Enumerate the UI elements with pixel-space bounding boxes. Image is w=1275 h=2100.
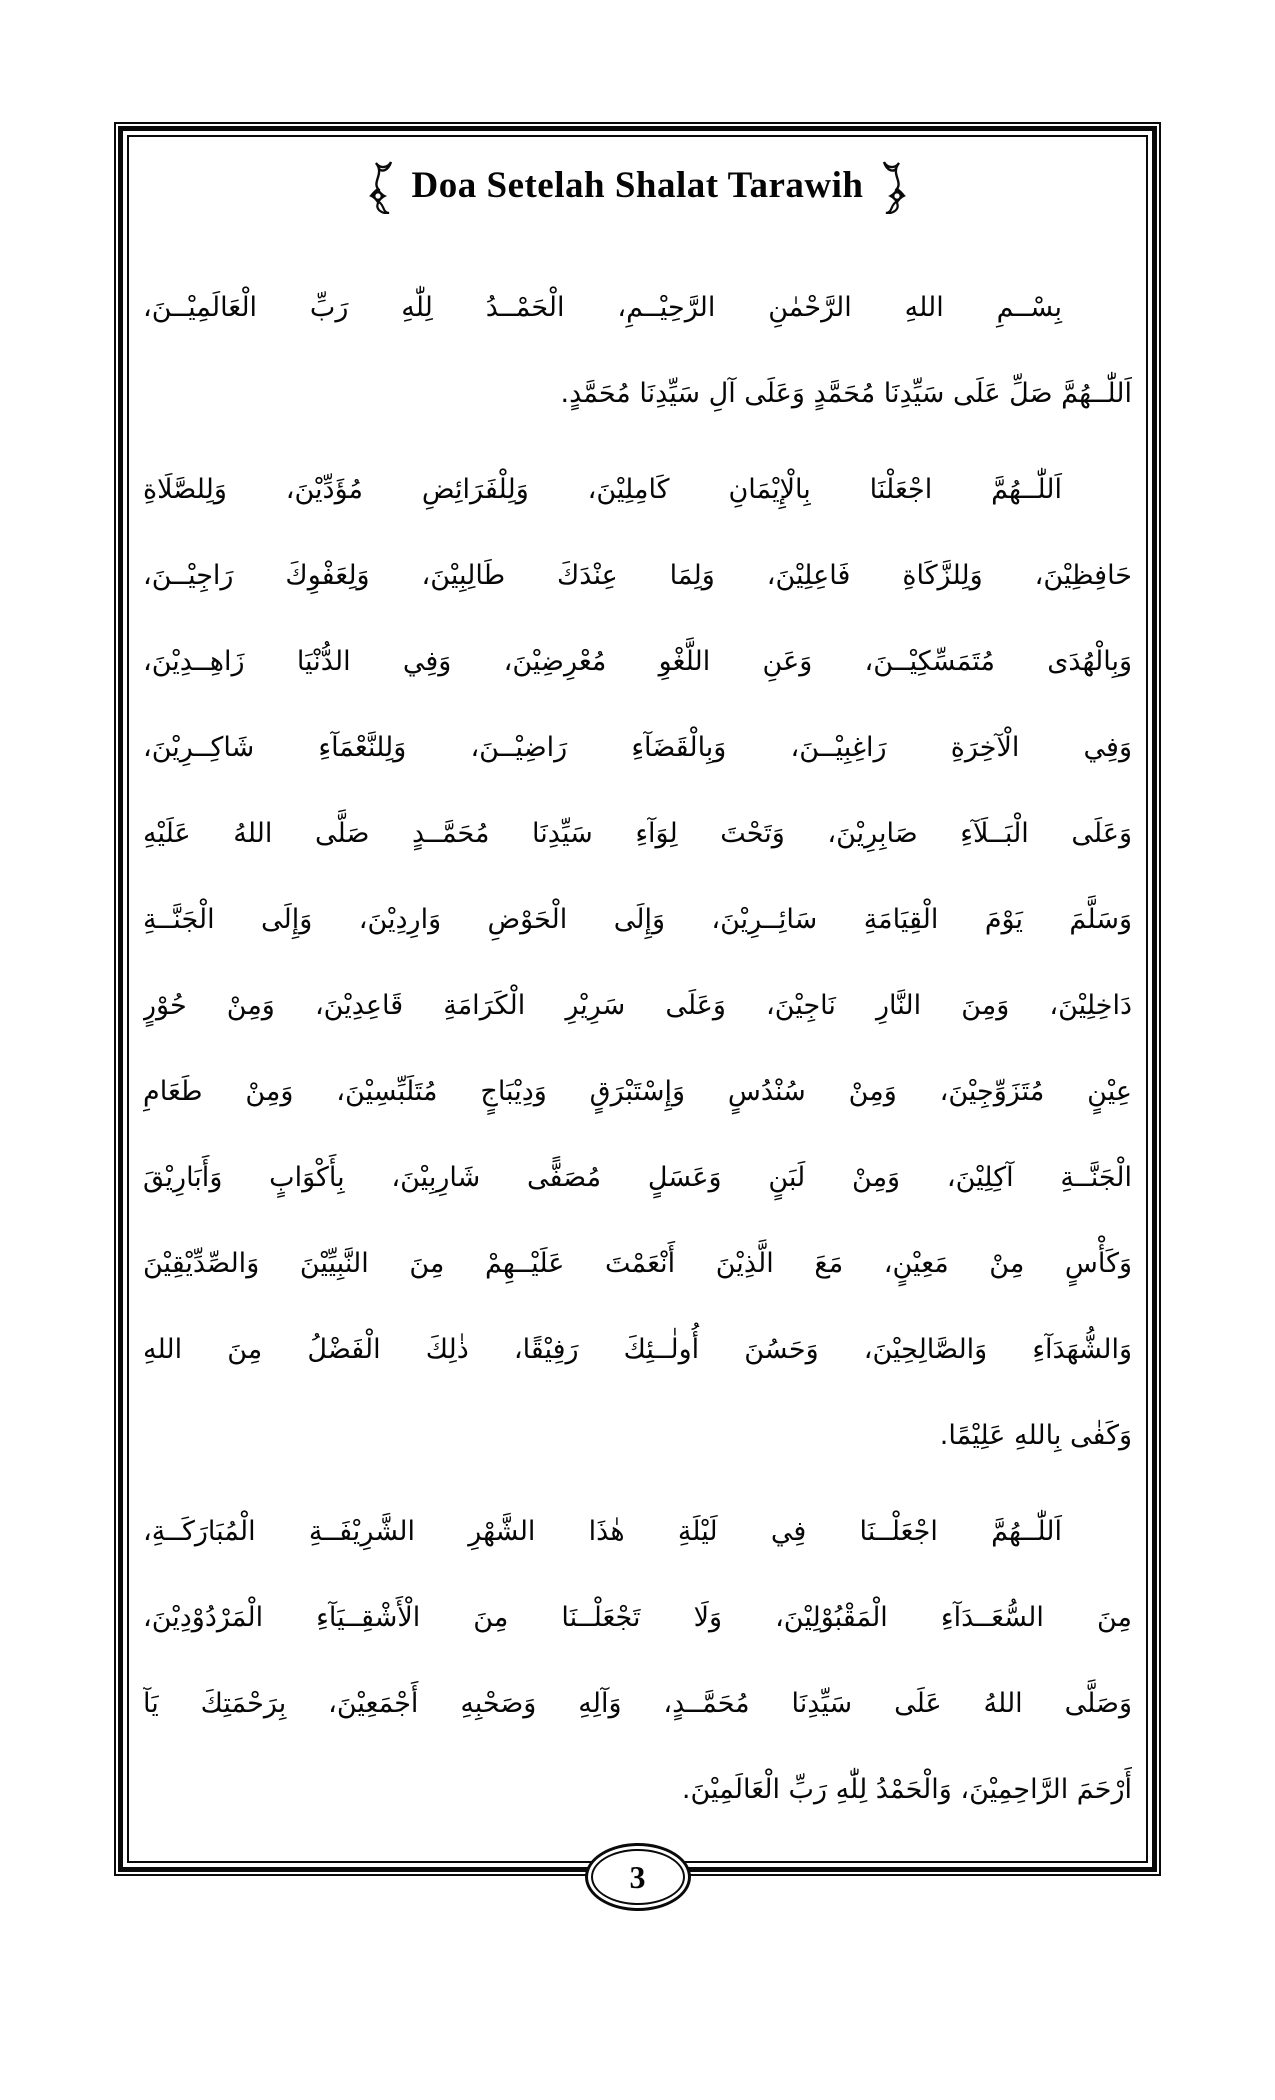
arabic-line: وَصَلَّى اللهُ عَلَى سَيِّدِنَا مُحَمَّــدٍ، وَآلِهِ وَصَحْبِهِ أَجْمَعِيْنَ، بِرَحْمَتِكَ يَآ <box>143 1688 1132 1719</box>
page-border-frame-mid <box>118 126 1157 1872</box>
arabic-line: الْجَنَّــةِ آكِلِيْنَ، وَمِنْ لَبَنٍ وَعَسَلٍ مُصَفًّى شَارِبِيْنَ، بِأَكْوَابٍ وَأَبَارِيْقَ <box>143 1162 1132 1193</box>
arabic-line: بِسْــمِ اللهِ الرَّحْمٰنِ الرَّحِيْــمِ، الْحَمْــدُ لِلّٰهِ رَبِّ الْعَالَمِيْــنَ، <box>143 292 1062 323</box>
arabic-line: وَكَفٰى بِاللهِ عَلِيْمًا. <box>939 1420 1132 1451</box>
page-border-frame <box>114 122 1161 1876</box>
floral-ornament-right-icon <box>877 156 917 214</box>
arabic-line: وَفِي الْآخِرَةِ رَاغِبِيْــنَ، وَبِالْقَضَآءِ رَاضِيْــنَ، وَلِلنَّعْمَآءِ شَاكِــرِيْنَ، <box>143 732 1132 763</box>
floral-ornament-left-icon <box>358 156 398 214</box>
arabic-line: مِنَ السُّعَــدَآءِ الْمَقْبُوْلِيْنَ، وَلَا تَجْعَلْــنَا مِنَ الْأَشْقِــيَآءِ الْمَرْدُوْدِيْنَ، <box>143 1602 1132 1633</box>
arabic-line: عِيْنٍ مُتَزَوِّجِيْنَ، وَمِنْ سُنْدُسٍ وَإِسْتَبْرَقٍ وَدِيْبَاجٍ مُتَلَبِّسِيْنَ، وَمِنْ طَعَامِ <box>143 1076 1132 1107</box>
arabic-line: وَعَلَى الْبَــلَآءِ صَابِرِيْنَ، وَتَحْتَ لِوَآءِ سَيِّدِنَا مُحَمَّــدٍ صَلَّى اللهُ عَلَيْهِ <box>143 818 1132 849</box>
page-title-row <box>143 157 1132 213</box>
arabic-line: وَبِالْهُدَى مُتَمَسِّكِيْــنَ، وَعَنِ اللَّغْوِ مُعْرِضِيْنَ، وَفِي الدُّنْيَا زَاهِــدِيْنَ، <box>143 646 1132 677</box>
page-number-badge <box>585 1843 691 1911</box>
arabic-line: وَكَأْسٍ مِنْ مَعِيْنٍ، مَعَ الَّذِيْنَ أَنْعَمْتَ عَلَيْــهِمْ مِنَ النَّبِيِّيْنَ وَالصِّدِّيْقِيْنَ <box>143 1248 1132 1279</box>
arabic-line: اَللّٰــهُمَّ اجْعَلْــنَا فِي لَيْلَةِ هٰذَا الشَّهْرِ الشَّرِيْفَــةِ الْمُبَارَكَــةِ، <box>143 1516 1062 1547</box>
arabic-line: اَللّٰــهُمَّ اجْعَلْنَا بِالْإِيْمَانِ كَامِلِيْنَ، وَلِلْفَرَائِضِ مُؤَدِّيْنَ، وَلِلصَّلَاةِ <box>143 474 1062 505</box>
arabic-line: اَللّٰــهُمَّ صَلِّ عَلَى سَيِّدِنَا مُحَمَّدٍ وَعَلَى آلِ سَيِّدِنَا مُحَمَّدٍ. <box>560 378 1132 409</box>
arabic-line: دَاخِلِيْنَ، وَمِنَ النَّارِ نَاجِيْنَ، وَعَلَى سَرِيْرِ الْكَرَامَةِ قَاعِدِيْنَ، وَمِنْ حُوْرٍ <box>143 990 1132 1021</box>
page-number-badge-inner <box>591 1849 685 1905</box>
arabic-line: حَافِظِيْنَ، وَلِلزَّكَاةِ فَاعِلِيْنَ، وَلِمَا عِنْدَكَ طَالِبِيْنَ، وَلِعَفْوِكَ رَاجِيْــنَ، <box>143 560 1132 591</box>
page-number: 3 <box>629 1858 646 1895</box>
arabic-line: وَالشُّهَدَآءِ وَالصَّالِحِيْنَ، وَحَسُنَ أُولٰــئِكَ رَفِيْقًا، ذٰلِكَ الْفَضْلُ مِنَ اللهِ <box>143 1334 1132 1365</box>
prayer-paragraph-main <box>143 447 1132 1479</box>
page-title: Doa Setelah Shalat Tarawih <box>411 164 864 206</box>
prayer-paragraph-closing <box>143 1489 1132 1833</box>
arabic-line: أَرْحَمَ الرَّاحِمِيْنَ، وَالْحَمْدُ لِلّٰهِ رَبِّ الْعَالَمِيْنَ. <box>681 1774 1132 1805</box>
prayer-paragraph-basmalah <box>143 265 1132 437</box>
arabic-line: وَسَلَّمَ يَوْمَ الْقِيَامَةِ سَائِــرِيْنَ، وَإِلَى الْحَوْضِ وَارِدِيْنَ، وَإِلَى الْجَنَّــةِ <box>143 904 1132 935</box>
page-border-frame-inner <box>127 135 1148 1863</box>
prayer-text <box>143 265 1132 1833</box>
